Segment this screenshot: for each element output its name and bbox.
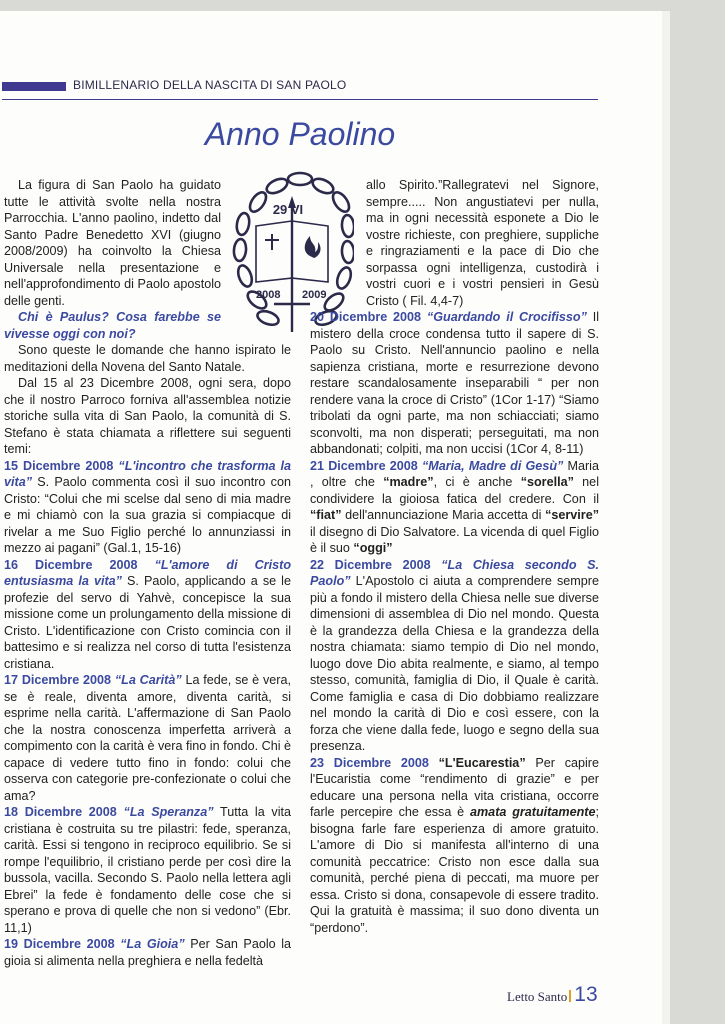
day-21-text-d: dell'annunciazione Maria accetta di [341,508,546,522]
day-15-date: 15 Dicembre 2008 [4,458,114,473]
day-19-date: 19 Dicembre 2008 [4,937,115,951]
day-18-date: 18 Dicembre 2008 [4,805,117,819]
header-rule [2,99,598,100]
footer-separator [569,990,571,1002]
left-column [4,177,291,969]
day-20-entry [310,309,599,458]
article-title: Anno Paolino [204,116,396,152]
emblem-year-right: 2009 [302,289,327,301]
day-20-date: 20 Dicembre 2008 [310,310,422,324]
day-23-entry [310,755,599,937]
day-15-text: S. Paolo commenta così il suo incontro con Cristo: “Colui che mi scelse dal seno di mia madre e mi chiamò con la sua grazia si compiacque di rivelar a me Suo Figlio perché lo annunziassi in mezzo ai pagani” (Gal.1, 15-16) [4,475,291,555]
day-16-date: 16 Dicembre 2008 [4,557,138,572]
day-20-title: “Guardando il Crocifisso” [426,310,587,324]
day-21-oggi: “oggi” [353,541,393,555]
day-21-text-e: il disegno di Dio Salvatore. La vicenda di quel Figlio è il suo [310,524,599,555]
day-21-sorella: “sorella” [520,475,574,489]
day-22-title: “La Chiesa secondo S. Paolo” [310,557,600,588]
day-21-text-c: nel condividere la gioiosa fatica del credere. Con il [310,475,599,506]
day-23-text-a: Per capire l'Eucaristia come “rendimento di grazie” e per educare una persona nella vita cristiana, occorre farle percepire che essa è [310,755,599,819]
header-accent-bar [2,82,66,91]
day-23-date: 23 Dicembre 2008 [310,755,429,770]
day-18-entry [4,804,291,936]
day-23-text-b: ; bisogna farle fare esperienza di amore gratuito. L'amore di Dio si manifesta all'interno di una comunità peccatrice: Cristo non esce dalla sua comunità, perché piena di peccati, ma muore per essa. Cristo si dona, consapevole di essere tradito. Qui la gratuità è massima; il suo dono diventa un “perdono”. [310,805,599,935]
page-footer [507,983,598,1007]
page-number: 13 [574,983,598,1006]
emblem-spacer-right [310,177,366,307]
day-21-text-b: , ci è anche [433,475,521,489]
day-23-title: “L'Eucarestia” [438,755,526,770]
day-15-title: “L'incontro che trasforma la vita” [4,458,292,489]
day-20-text: Il mistero della croce condensa tutto il sapere di S. Paolo su Cristo. Nell'annuncio paolino e nella sapienza cristiana, morte e resurrezione devono restare scandalosamente inseparabili “ per non rendere vana la croce di Cristo” (1Cor 1-17) “Siamo tribolati da ogni parte, ma non schiacciati; siamo sconvolti, ma non disperati; perseguitati, ma non abbandonati; colpiti, ma non uccisi (1Cor 4, 8-11) [310,310,600,456]
publication-name: Letto Santo [507,989,568,1004]
day-21-madre: “madre” [383,475,434,489]
day-18-title: “La Speranza” [123,805,214,819]
day-22-text: L'Apostolo ci aiuta a comprendere sempre più a fondo il mistero della Chiesa nelle sue diverse dimensioni di assemblea di Dio nel mondo. Questa è la grandezza della Chiesa e la grandezza della nostra chiamata: siamo tempio di Dio nel mondo, luogo dove Dio abita realmente, e siamo, al tempo stesso, comunità, famiglia di Dio, il Quale è carità. Come famiglia e casa di Dio dobbiamo realizzare nel mondo la carità di Dio e così essere, con la forza che viene dalla fede, luogo e segno della sua presenza. [310,574,599,753]
day-19-text: Per San Paolo la gioia si alimenta nella preghiera e nella fedeltà [4,937,292,968]
day-19-title: “La Gioia” [120,937,185,951]
day-15-entry [4,458,291,557]
day-21-servire: “servire” [545,508,599,522]
emblem-spacer [221,177,291,325]
intro-paragraph: La figura di San Paolo ha guidato tutte le attività svolte nella nostra Parrocchia. L'anno paolino, indetto dal Santo Padre Benedetto XVI (giugno 2008/2009) ha coinvolto la Chiesa Universale nella presentazione e nell'approfondimento di Paolo apostolo delle genti. [4,178,221,308]
day-19-entry [4,936,291,969]
day-22-date: 22 Dicembre 2008 [310,557,431,572]
intro-question: Chi è Paulus? Cosa farebbe se vivesse oggi con noi? [4,310,221,341]
day-16-entry [4,557,291,673]
day-21-title: “Maria, Madre di Gesù” [421,458,564,473]
emblem-year-left: 2008 [256,289,281,301]
section-label: BIMILLENARIO DELLA NASCITA DI SAN PAOLO [73,78,347,92]
gioia-continuation: allo Spirito.”Rallegratevi nel Signore, sempre..... Non angustiatevi per nulla, ma in ogni necessità esponete a Dio le vostre richieste, con preghiere, suppliche e ringraziamenti e la pace di Dio che sorpassa ogni intelligenza, custodirà i vostri cuori e i vostri pensieri in Gesù Cristo ( Fil. 4,4-7) [366,178,599,308]
day-17-date: 17 Dicembre 2008 [4,673,112,687]
emblem-date-label: 29 VI [272,202,304,217]
day-21-date: 21 Dicembre 2008 [310,458,418,473]
day-22-entry [310,557,599,755]
dates-paragraph: Dal 15 al 23 Dicembre 2008, ogni sera, dopo che il nostro Parroco forniva all'assemblea notizie storiche sulla vita di San Paolo, la comunità di S. Stefano è stata chiamata a riflettere sui seguenti temi: [4,376,291,456]
novena-paragraph: Sono queste le domande che hanno ispirato le meditazioni della Novena del Santo Natale. [4,343,291,374]
page-edge [662,11,670,1024]
day-16-title: “L'amore di Cristo entusiasma la vita” [4,557,292,588]
day-21-fiat: “fiat” [310,508,342,522]
day-17-entry [4,672,291,804]
day-23-amata: amata gratuitamente [469,805,596,819]
right-column [310,177,599,936]
day-21-entry [310,458,599,557]
day-16-text: S. Paolo, applicando a se le profezie del servo di Yahvè, concepisce la sua missione come un prolungamento della missione di Cristo. L'identificazione con Cristo comincia con il battesimo e si realizza nel corso di tutta l'esistenza cristiana. [4,574,291,671]
day-17-text: La fede, se è vera, se è reale, diventa amore, diventa carità, si esprime nella carità. L'affermazione di San Paolo che la nostra conoscenza imperfetta arriverà a compimento con la carità è vera fino in fondo. Chi è capace di vedere tutto fino in fondo: colui che osserva con categorie pre-confezionate o colui che ama? [4,673,292,803]
day-18-text: Tutta la vita cristiana è costruita su tre pilastri: fede, speranza, carità. Essi si tengono in reciproco equilibrio. Se si rompe l'equilibrio, il cristiano perde per così dire la bussola, vacilla. Secondo S. Paolo nella lettera agli Ebrei” la fede è fondamento delle cose che si sperano e prova di quelle che non si vedono” (Ebr. 11,1) [4,805,291,935]
day-17-title: “La Carità” [114,673,182,687]
day-21-text-a: Maria , oltre che [310,458,599,489]
